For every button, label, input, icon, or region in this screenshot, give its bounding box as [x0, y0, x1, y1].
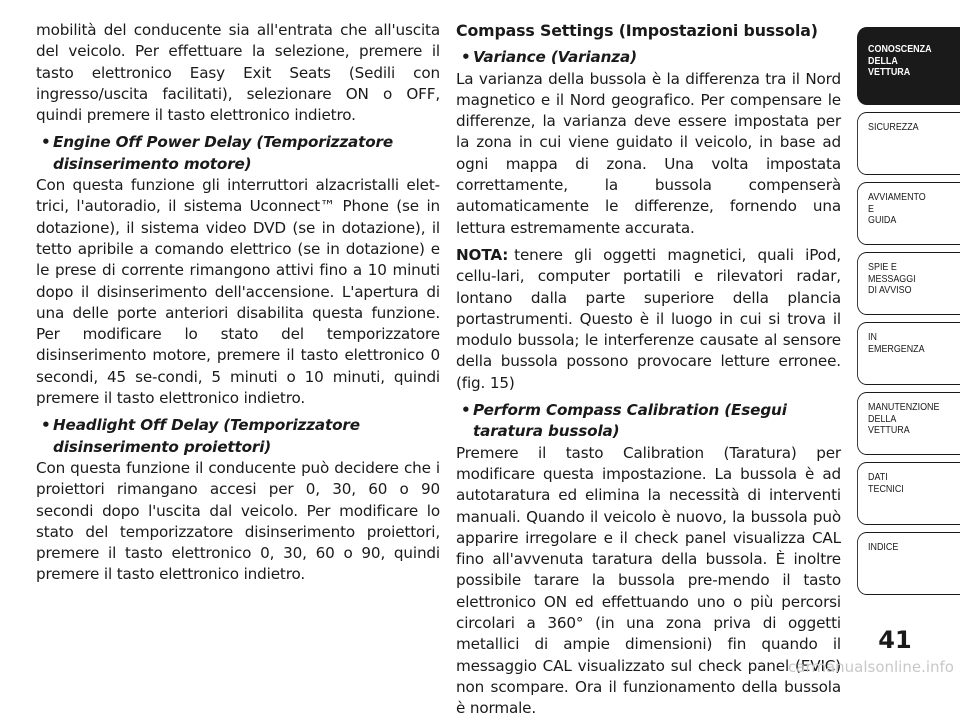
note-text: tenere gli oggetti magnetici, quali iPod, cellu-lari, computer portatili e rilevatori radar, lontano dalla parte superiore della plancia portastrumenti. Questo è il luogo in cui si trova il modulo bussola; le interferenze causate al sensore della bussola possono provocare letture erronee. (fig. 15) [456, 245, 841, 392]
bullet-dot: • [41, 416, 51, 435]
tab-manutenzione[interactable]: MANUTENZIONE DELLA VETTURA [857, 392, 960, 455]
right-column [456, 20, 841, 720]
bullet-dot: • [461, 48, 471, 67]
paragraph: mobilità del conducente sia all'entrata che all'uscita del veicolo. Per effettuare la selezione, premere il tasto elettronico Easy Exit Seats (Sedili con ingresso/uscita facilitati), selezionare ON o OFF, quindi premere il tasto elettronico indietro. [36, 21, 440, 125]
note-label: NOTA: [456, 245, 509, 264]
section-tabs [857, 27, 960, 602]
note [456, 245, 841, 394]
tab-indice[interactable]: INDICE [857, 532, 960, 595]
tab-in-emergenza[interactable]: IN EMERGENZA [857, 322, 960, 385]
page-number: 41 [878, 626, 912, 654]
paragraph: Premere il tasto Calibration (Taratura) per modificare questa impostazione. La bussola è ad autotaratura ed elimina la necessità di interventi manuali. Quando il veicolo è nuovo, la bussola può apparire irregolare e il check panel visualizza CAL fino all'avvenuta taratura della bussola. È inoltre possibile tarare la bussola pre-mendo il tasto elettronico ON ed effettuando uno o più percorsi circolari a 360° (in una zona priva di oggetti metallici di ampie dimensioni) fin quando il messaggio CAL visualizzato sul check panel (EVIC) non scompare. Ora il funzionamento della bussola è normale. [456, 443, 841, 718]
bullet-dot: • [41, 133, 51, 152]
tab-spie-e-messaggi[interactable]: SPIE E MESSAGGI DI AVVISO [857, 252, 960, 315]
bullet-heading [36, 415, 440, 458]
tab-dati-tecnici[interactable]: DATI TECNICI [857, 462, 960, 525]
bullet-heading-text: Headlight Off Delay (Temporizzatore disinserimento proiettori) [53, 416, 360, 456]
tab-sicurezza[interactable]: SICUREZZA [857, 112, 960, 175]
bullet-heading [456, 47, 841, 68]
left-column [36, 20, 440, 586]
tab-avviamento-e-guida[interactable]: AVVIAMENTO E GUIDA [857, 182, 960, 245]
tab-conoscenza-della-vettura[interactable]: CONOSCENZA DELLA VETTURA [857, 27, 960, 105]
watermark: carmanualsonline.info [788, 658, 954, 676]
bullet-heading [456, 400, 841, 443]
section-heading: Compass Settings (Impostazioni bussola) [456, 21, 818, 40]
paragraph: Con questa funzione gli interruttori alzacristalli elet-trici, l'autoradio, il sistema Uconnect™ Phone (se in dotazione), il sistema video DVD (se in dotazione), il tetto apribile a comando elettrico (se in dotazione) e le prese di corrente rimangono attivi fino a 10 minuti dopo il disinserimento dell'accensione. L'apertura di una delle porte anteriori disabilita questa funzione. Per modificare lo stato del temporizzatore disinserimento motore, premere il tasto elettronico 0 secondi, 45 se-condi, 5 minuti o 10 minuti, quindi premere il tasto elettronico indietro. [36, 176, 440, 408]
bullet-dot: • [461, 401, 471, 420]
paragraph: La varianza della bussola è la differenza tra il Nord magnetico e il Nord geografico. Per compensare le differenze, la varianza deve essere impostata per la zona in cui viene guidato il veicolo, in base ad ogni mappa di zona. Una volta impostata correttamente, la bussola compenserà automaticamente le differenze, fornendo una lettura estremamente accurata. [456, 69, 841, 237]
bullet-heading-text: Engine Off Power Delay (Temporizzatore disinserimento motore) [53, 133, 394, 173]
bullet-heading [36, 132, 440, 175]
bullet-heading-text: Perform Compass Calibration (Esegui taratura bussola) [473, 401, 787, 441]
paragraph: Con questa funzione il conducente può decidere che i proiettori rimangano accesi per 0, 30, 60 o 90 secondi dopo l'uscita dal veicolo. Per modificare lo stato del temporizzatore disinserimento proiettori, premere il tasto elettronico 0, 30, 60 o 90, quindi premere il tasto elettronico indietro. [36, 458, 440, 584]
bullet-heading-text: Variance (Varianza) [473, 48, 637, 67]
